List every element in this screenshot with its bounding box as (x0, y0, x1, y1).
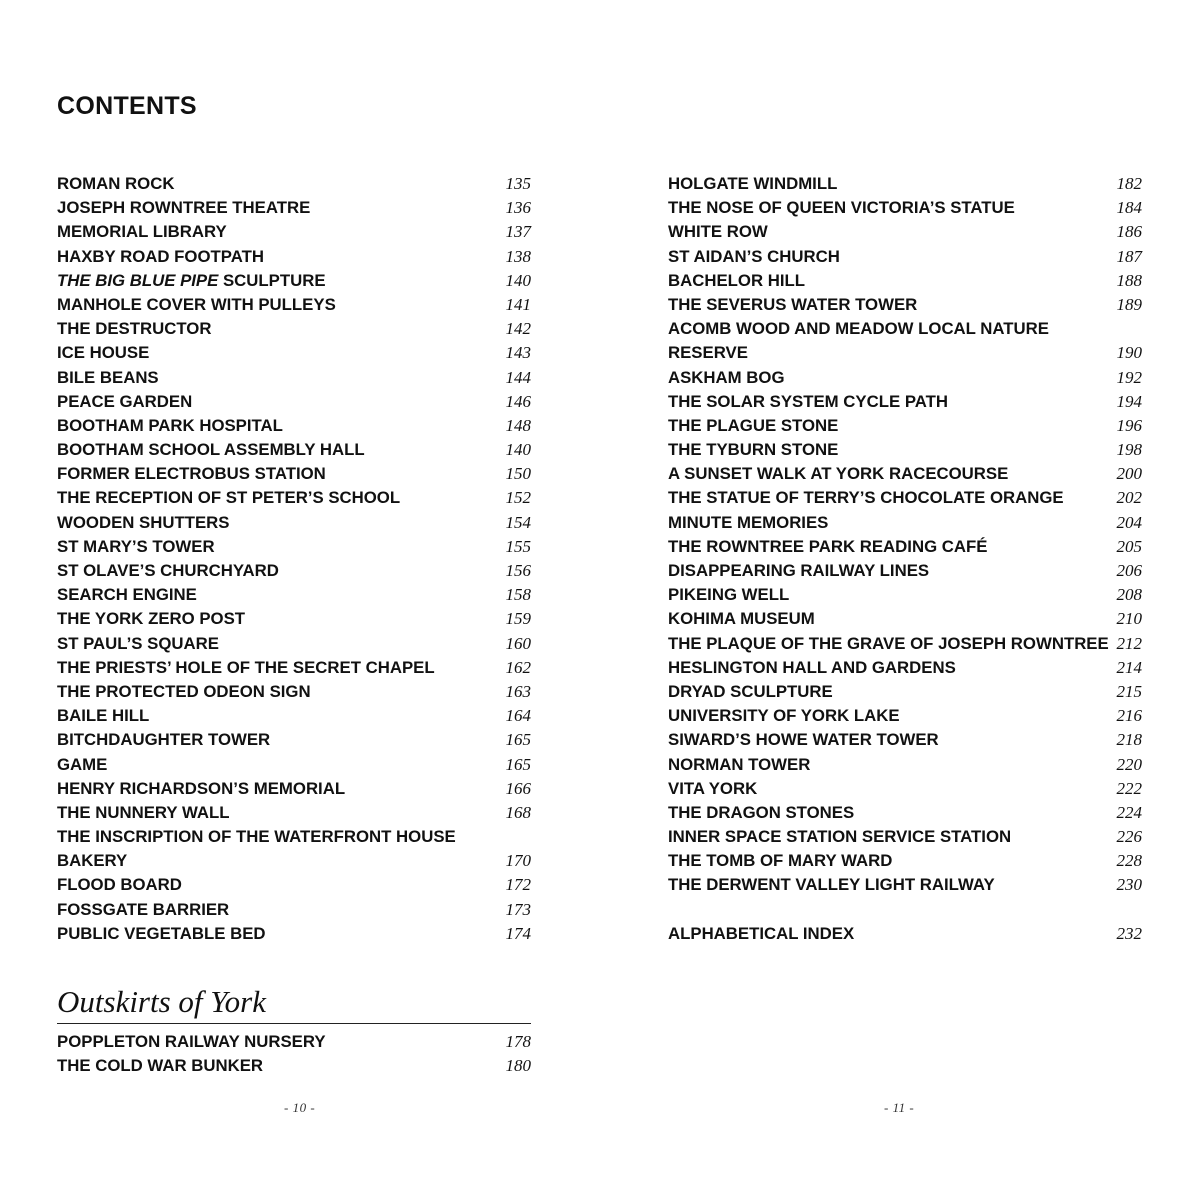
toc-entry-title: RESERVE (668, 343, 748, 363)
toc-entry-page: 170 (505, 851, 531, 871)
toc-entry[interactable] (57, 196, 531, 220)
toc-entry[interactable] (668, 390, 1142, 414)
toc-entry[interactable] (57, 390, 531, 414)
toc-entry-page: 188 (1116, 270, 1142, 290)
toc-entry-title: ST OLAVE’S CHURCHYARD (57, 561, 279, 580)
toc-entry-page: 178 (505, 1032, 531, 1051)
toc-entry[interactable] (57, 486, 531, 510)
toc-entry-title-italic: THE BIG BLUE PIPE (57, 270, 219, 290)
toc-entry-page: 174 (505, 923, 531, 943)
toc-entry[interactable] (668, 245, 1142, 269)
toc-entry-page: 216 (1116, 706, 1142, 726)
toc-entry[interactable] (57, 656, 531, 680)
toc-entry-page: 186 (1116, 222, 1142, 242)
toc-entry-page: 168 (505, 802, 531, 822)
toc-entry-title: THE COLD WAR BUNKER (57, 1056, 264, 1076)
toc-entry-page: 143 (505, 343, 531, 363)
toc-entry-page: 163 (505, 681, 531, 701)
toc-entry-title: PUBLIC VEGETABLE BED (57, 923, 266, 943)
toc-entry-page: 144 (505, 367, 531, 387)
toc-entry-title: THE NOSE OF QUEEN VICTORIA’S STATUE (668, 198, 1015, 218)
toc-entry[interactable] (57, 462, 531, 486)
toc-entry-title: HESLINGTON HALL AND GARDENS (668, 657, 956, 677)
toc-entry-page: 215 (1116, 681, 1142, 701)
toc-entry-title: FLOOD BOARD (57, 875, 182, 895)
toc-entry[interactable] (57, 825, 531, 849)
toc-entry-title: ACOMB WOOD AND MEADOW LOCAL NATURE (668, 319, 1049, 339)
toc-outskirts-column (57, 1030, 531, 1078)
toc-entry-page: 226 (1116, 827, 1142, 847)
toc-entry-title: PEACE GARDEN (57, 391, 193, 411)
toc-left-column (57, 172, 531, 946)
toc-entry[interactable] (57, 245, 531, 269)
toc-entry-title: A SUNSET WALK AT YORK RACECOURSE (668, 464, 1009, 484)
toc-entry-page: 152 (505, 488, 531, 508)
toc-entry-title: SIWARD’S HOWE WATER TOWER (668, 730, 939, 750)
toc-entry-title: BILE BEANS (57, 367, 159, 387)
toc-entry-page: 180 (505, 1056, 531, 1076)
toc-entry-title-rest: SCULPTURE (218, 270, 326, 290)
toc-entry-page: 190 (1116, 343, 1142, 363)
toc-entry-page: 222 (1116, 778, 1142, 798)
toc-entry-page: 196 (1116, 415, 1142, 435)
toc-entry[interactable] (668, 704, 1142, 728)
toc-entry[interactable] (668, 656, 1142, 680)
toc-entry[interactable] (668, 438, 1142, 462)
toc-entry[interactable] (57, 1054, 531, 1078)
toc-entry[interactable] (57, 753, 531, 777)
toc-entry[interactable] (668, 801, 1142, 825)
toc-entry-title: THE DRAGON STONES (668, 802, 855, 822)
toc-entry[interactable] (57, 849, 531, 873)
toc-entry[interactable] (57, 559, 531, 583)
toc-entry-alphabetical-index[interactable] (668, 922, 1142, 946)
toc-entry-title: HENRY RICHARDSON’S MEMORIAL (57, 778, 346, 798)
toc-entry-title: BOOTHAM SCHOOL ASSEMBLY HALL (57, 440, 365, 460)
toc-entry-title: JOSEPH ROWNTREE THEATRE (57, 198, 311, 218)
toc-entry-title: ST PAUL’S SQUARE (57, 633, 219, 653)
toc-entry-title: ST AIDAN’S CHURCH (668, 246, 840, 266)
toc-entry-page: 187 (1116, 246, 1142, 266)
toc-entry-title: THE TYBURN STONE (668, 440, 839, 460)
toc-entry[interactable] (57, 511, 531, 535)
toc-entry[interactable] (57, 366, 531, 390)
toc-entry-page: 160 (505, 633, 531, 653)
toc-gap (668, 898, 1142, 922)
toc-entry-page: 224 (1116, 802, 1142, 822)
toc-entry[interactable] (57, 777, 531, 801)
toc-entry-page: 140 (505, 440, 531, 460)
toc-entry-title: THE NUNNERY WALL (57, 802, 230, 822)
toc-entry-title: KOHIMA MUSEUM (668, 609, 815, 629)
contents-heading: CONTENTS (57, 92, 197, 120)
toc-entry[interactable] (668, 414, 1142, 438)
toc-entry[interactable] (668, 680, 1142, 704)
toc-entry[interactable] (668, 462, 1142, 486)
toc-entry[interactable] (668, 269, 1142, 293)
toc-entry-page: 214 (1116, 657, 1142, 677)
toc-entry-title: FORMER ELECTROBUS STATION (57, 464, 326, 484)
toc-entry-title: BACHELOR HILL (668, 270, 806, 290)
toc-entry[interactable] (57, 535, 531, 559)
toc-entry[interactable] (57, 583, 531, 607)
toc-entry-title: WHITE ROW (668, 222, 768, 242)
toc-entry-page: 194 (1116, 391, 1142, 411)
toc-entry-title: FOSSGATE BARRIER (57, 899, 230, 919)
page-number-left: - 10 - (284, 1100, 316, 1115)
toc-entry-title: UNIVERSITY OF YORK LAKE (668, 706, 900, 726)
toc-entry-title: DISAPPEARING RAILWAY LINES (668, 561, 930, 580)
toc-entry-title: BAILE HILL (57, 706, 150, 726)
toc-entry-title: BAKERY (57, 851, 128, 871)
toc-entry-title: THE PLAGUE STONE (668, 415, 839, 435)
toc-entry-page: 220 (1116, 754, 1142, 774)
toc-entry-title (57, 269, 326, 293)
toc-entry-title: GAME (57, 754, 108, 774)
toc-entry-title: ROMAN ROCK (57, 174, 175, 193)
toc-entry-page: 140 (505, 270, 531, 290)
toc-entry[interactable] (668, 172, 1142, 196)
toc-entry-title: PIKEING WELL (668, 585, 790, 605)
toc-entry-title: THE PLAQUE OF THE GRAVE OF JOSEPH ROWNTREE (668, 633, 1109, 653)
toc-entry-page: 230 (1116, 875, 1142, 895)
toc-entry-page: 136 (505, 198, 531, 218)
toc-entry[interactable] (57, 341, 531, 365)
toc-entry[interactable] (57, 414, 531, 438)
toc-entry-page: 155 (505, 536, 531, 556)
toc-entry[interactable] (668, 511, 1142, 535)
toc-entry-title: HAXBY ROAD FOOTPATH (57, 246, 264, 266)
toc-entry-page: 232 (1116, 923, 1142, 943)
toc-entry-title: NORMAN TOWER (668, 754, 811, 774)
toc-entry-title: ICE HOUSE (57, 343, 150, 363)
toc-entry-page: 206 (1116, 561, 1142, 580)
toc-entry-page: 138 (505, 246, 531, 266)
toc-entry[interactable] (668, 535, 1142, 559)
toc-entry[interactable] (668, 366, 1142, 390)
toc-entry-page: 165 (505, 754, 531, 774)
toc-entry[interactable] (57, 632, 531, 656)
toc-entry[interactable] (668, 753, 1142, 777)
toc-entry-title: BOOTHAM PARK HOSPITAL (57, 415, 283, 435)
toc-entry-title: POPPLETON RAILWAY NURSERY (57, 1032, 326, 1051)
toc-entry[interactable] (668, 196, 1142, 220)
toc-entry-page: 164 (505, 706, 531, 726)
toc-entry-title: THE YORK ZERO POST (57, 609, 246, 629)
toc-entry-title: THE PRIESTS’ HOLE OF THE SECRET CHAPEL (57, 657, 435, 677)
toc-entry[interactable] (57, 317, 531, 341)
toc-entry[interactable] (57, 1030, 531, 1054)
toc-entry-title: MEMORIAL LIBRARY (57, 222, 227, 242)
toc-entry-title: THE DERWENT VALLEY LIGHT RAILWAY (668, 875, 995, 895)
toc-entry-title: THE RECEPTION OF ST PETER’S SCHOOL (57, 488, 401, 508)
toc-entry-title: THE STATUE OF TERRY’S CHOCOLATE ORANGE (668, 488, 1064, 508)
toc-entry-page: 200 (1116, 464, 1142, 484)
toc-entry-title: THE TOMB OF MARY WARD (668, 851, 893, 871)
outskirts-section-title: Outskirts of York (57, 982, 531, 1024)
toc-entry-page: 228 (1116, 851, 1142, 871)
toc-entry-page: 218 (1116, 730, 1142, 750)
toc-entry-title: BITCHDAUGHTER TOWER (57, 730, 271, 750)
toc-entry[interactable] (57, 873, 531, 897)
toc-entry[interactable] (668, 825, 1142, 849)
toc-entry[interactable] (668, 583, 1142, 607)
toc-entry-page: 165 (505, 730, 531, 750)
toc-entry-page: 166 (505, 778, 531, 798)
toc-entry-title: SEARCH ENGINE (57, 585, 197, 605)
toc-entry[interactable] (57, 269, 531, 293)
toc-entry[interactable] (668, 341, 1142, 365)
toc-entry[interactable] (668, 728, 1142, 752)
toc-entry-title: WOODEN SHUTTERS (57, 512, 230, 532)
toc-entry-page: 192 (1116, 367, 1142, 387)
toc-entry-page: 202 (1116, 488, 1142, 508)
page-number-right: - 11 - (884, 1100, 915, 1115)
toc-entry[interactable] (668, 632, 1142, 656)
toc-entry-title: INNER SPACE STATION SERVICE STATION (668, 827, 1012, 847)
toc-entry-title: THE PROTECTED ODEON SIGN (57, 681, 311, 701)
toc-entry-page: 212 (1116, 633, 1142, 653)
toc-entry-title: THE DESTRUCTOR (57, 319, 212, 339)
toc-entry[interactable] (57, 801, 531, 825)
toc-entry-page: 198 (1116, 440, 1142, 460)
toc-entry-page: 173 (505, 899, 531, 919)
toc-entry-title: HOLGATE WINDMILL (668, 174, 838, 193)
toc-entry-title: THE SEVERUS WATER TOWER (668, 294, 918, 314)
toc-entry-title: THE SOLAR SYSTEM CYCLE PATH (668, 391, 949, 411)
toc-entry-page: 182 (1116, 174, 1142, 193)
toc-entry-title: DRYAD SCULPTURE (668, 681, 833, 701)
toc-entry[interactable] (57, 607, 531, 631)
toc-entry-title: MANHOLE COVER WITH PULLEYS (57, 294, 336, 314)
toc-entry-title: MINUTE MEMORIES (668, 512, 829, 532)
toc-entry-page: 208 (1116, 585, 1142, 605)
toc-entry[interactable] (57, 728, 531, 752)
toc-entry-page: 135 (505, 174, 531, 193)
toc-entry-page: 148 (505, 415, 531, 435)
toc-entry[interactable] (668, 873, 1142, 897)
toc-entry-page: 150 (505, 464, 531, 484)
toc-entry-page: 141 (505, 294, 531, 314)
toc-right-list (668, 172, 1142, 898)
toc-right-column (668, 172, 1142, 946)
toc-entry-title: ASKHAM BOG (668, 367, 785, 387)
toc-entry-page: 204 (1116, 512, 1142, 532)
toc-entry-page: 146 (505, 391, 531, 411)
toc-entry-page: 205 (1116, 536, 1142, 556)
toc-entry[interactable] (668, 486, 1142, 510)
toc-entry-title: ALPHABETICAL INDEX (668, 923, 855, 943)
toc-entry[interactable] (57, 704, 531, 728)
toc-entry-page: 189 (1116, 294, 1142, 314)
toc-entry-title: ST MARY’S TOWER (57, 536, 215, 556)
toc-entry-page: 210 (1116, 609, 1142, 629)
toc-entry[interactable] (57, 898, 531, 922)
toc-entry-title: THE INSCRIPTION OF THE WATERFRONT HOUSE (57, 827, 456, 847)
toc-entry[interactable] (668, 777, 1142, 801)
toc-entry[interactable] (668, 220, 1142, 244)
toc-entry-page: 158 (505, 585, 531, 605)
toc-entry-page: 184 (1116, 198, 1142, 218)
toc-entry[interactable] (57, 922, 531, 946)
toc-entry-page: 154 (505, 512, 531, 532)
toc-entry[interactable] (57, 438, 531, 462)
toc-entry-page: 172 (505, 875, 531, 895)
toc-entry[interactable] (668, 317, 1142, 341)
toc-entry-page: 162 (505, 657, 531, 677)
toc-entry-page: 159 (505, 609, 531, 629)
toc-entry[interactable] (668, 559, 1142, 583)
toc-entry[interactable] (57, 680, 531, 704)
toc-entry-title: THE ROWNTREE PARK READING CAFÉ (668, 536, 988, 556)
toc-entry-page: 137 (505, 222, 531, 242)
toc-entry[interactable] (668, 607, 1142, 631)
toc-entry[interactable] (57, 172, 531, 196)
toc-entry-page: 142 (505, 319, 531, 339)
toc-entry[interactable] (668, 849, 1142, 873)
toc-entry[interactable] (57, 220, 531, 244)
toc-entry[interactable] (57, 293, 531, 317)
toc-entry-title: VITA YORK (668, 778, 758, 798)
toc-entry[interactable] (668, 293, 1142, 317)
toc-entry-page: 156 (505, 561, 531, 580)
